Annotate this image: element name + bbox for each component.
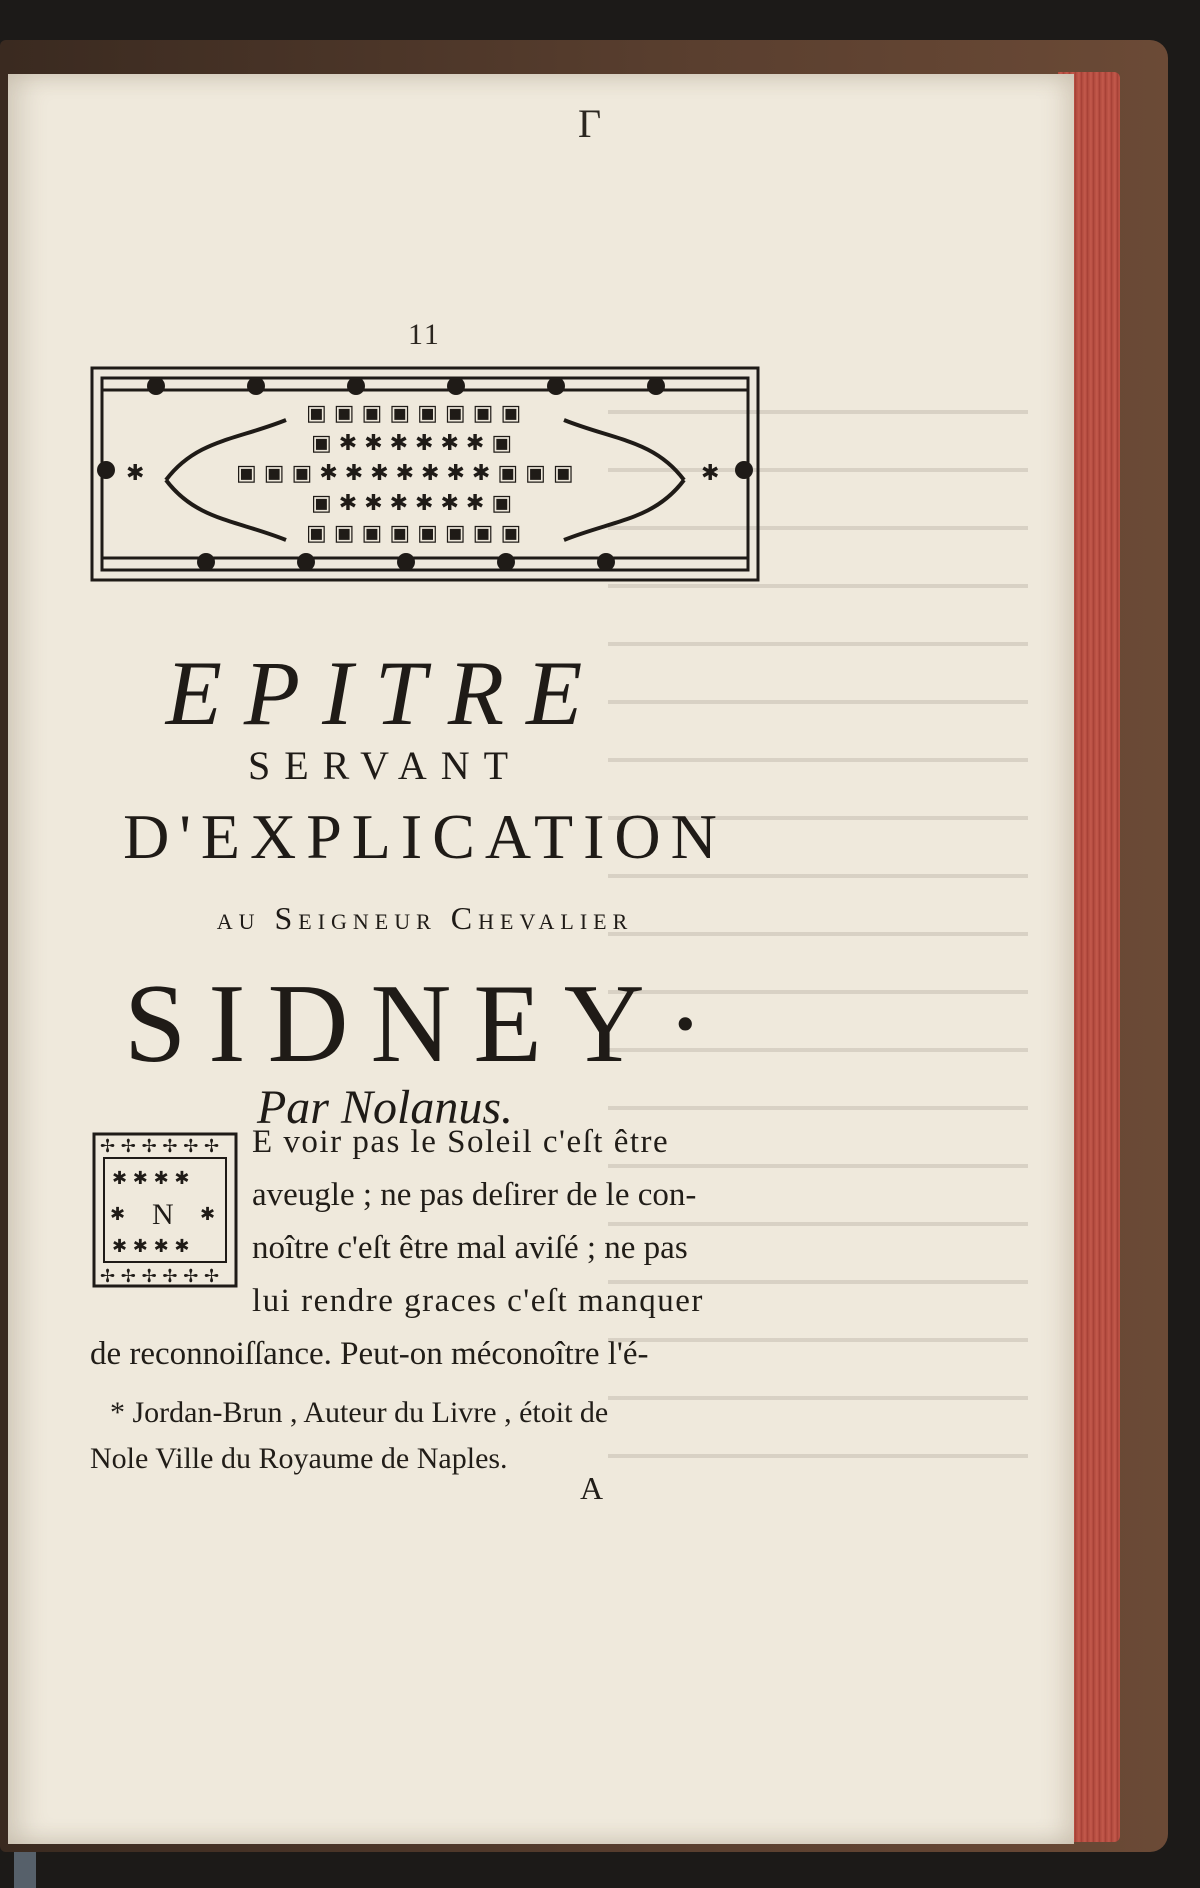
svg-text:▣ ▣ ▣ ▣ ▣ ▣ ▣ ▣: ▣ ▣ ▣ ▣ ▣ ▣ ▣ ▣ [306, 401, 522, 426]
svg-text:✱: ✱ [701, 461, 720, 486]
svg-text:▣ ✱ ✱ ✱ ✱ ✱ ✱ ▣: ▣ ✱ ✱ ✱ ✱ ✱ ✱ ▣ [311, 491, 513, 516]
svg-text:✱ ✱ ✱ ✱: ✱ ✱ ✱ ✱ [112, 1168, 190, 1189]
svg-text:▣ ▣ ▣ ▣ ▣ ▣ ▣ ▣: ▣ ▣ ▣ ▣ ▣ ▣ ▣ ▣ [306, 521, 522, 546]
body-line: E voir pas le Soleil c'eſt être [252, 1124, 670, 1160]
signature-mark: A [580, 1470, 604, 1506]
svg-text:✱ ✱ ✱ ✱: ✱ ✱ ✱ ✱ [112, 1236, 190, 1257]
body-line: noître c'eſt être mal aviſé ; ne pas [252, 1230, 688, 1266]
svg-text:✱: ✱ [126, 461, 145, 486]
title-sidney: SIDNEY· [124, 962, 726, 1086]
svg-text:▣ ✱ ✱ ✱ ✱ ✱ ✱ ▣: ▣ ✱ ✱ ✱ ✱ ✱ ✱ ▣ [311, 431, 513, 456]
page-number: 11 [408, 318, 441, 351]
svg-text:▣ ▣ ▣ ✱ ✱ ✱ ✱ ✱ ✱ ✱ ▣ ▣ ▣: ▣ ▣ ▣ ✱ ✱ ✱ ✱ ✱ ✱ ✱ ▣ ▣ ▣ [236, 461, 574, 486]
svg-text:✱: ✱ [110, 1204, 126, 1225]
svg-text:✱: ✱ [200, 1204, 216, 1225]
title-explication: D'EXPLICATION [123, 801, 727, 872]
title-seigneur: au Seigneur Chevalier [216, 900, 634, 936]
top-mark: Γ [578, 101, 602, 146]
ornamental-initial [88, 1128, 242, 1292]
bookmark-ribbon [14, 1852, 36, 1888]
title-servant: SERVANT [247, 743, 523, 788]
author-line: Par Nolanus. [256, 1081, 514, 1134]
book-page [8, 74, 1074, 1844]
title-epitre: EPITRE [165, 642, 605, 744]
body-line: aveugle ; ne pas deſirer de le con- [252, 1177, 697, 1213]
footnote-line: Nole Ville du Royaume de Naples. [90, 1442, 508, 1475]
body-line: de reconnoiſſance. Peut-on méconoître l'é- [90, 1336, 649, 1372]
svg-text:✢ ✢ ✢ ✢ ✢ ✢: ✢ ✢ ✢ ✢ ✢ ✢ [100, 1136, 220, 1157]
headpiece-ornament [86, 360, 764, 588]
footnote-line: * Jordan-Brun , Auteur du Livre , étoit de [110, 1396, 609, 1429]
initial-letter: N [152, 1198, 174, 1231]
svg-text:✢ ✢ ✢ ✢ ✢ ✢: ✢ ✢ ✢ ✢ ✢ ✢ [100, 1266, 220, 1287]
body-line: lui rendre graces c'eſt manquer [252, 1283, 704, 1319]
